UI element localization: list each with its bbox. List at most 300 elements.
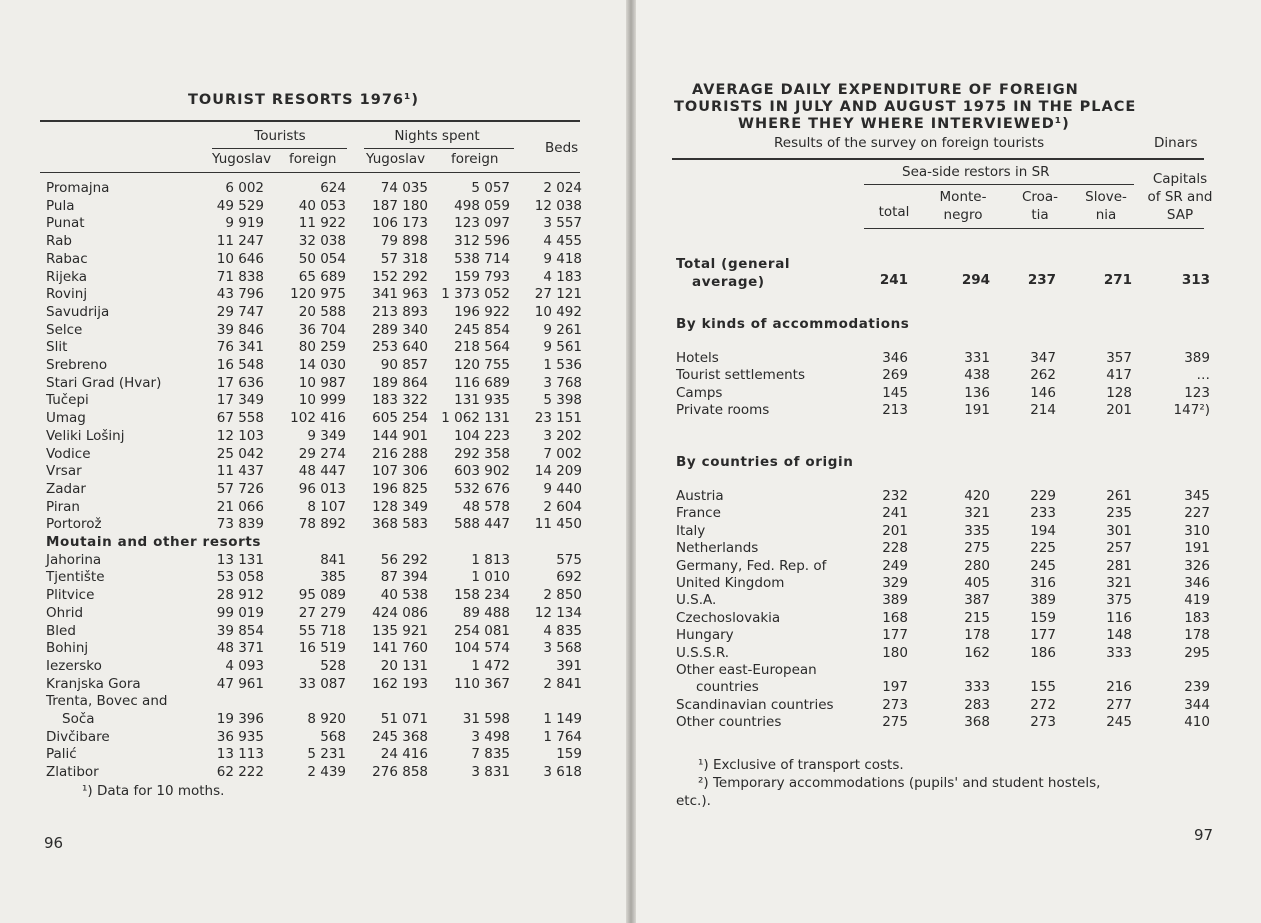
- section-heading: By countries of origin: [676, 454, 854, 470]
- resort-value: 11 437: [216, 463, 264, 480]
- resort-value: 12 103: [216, 427, 264, 444]
- resort-name: Veliki Lošinj: [46, 427, 125, 444]
- row-value: 346: [1184, 575, 1210, 591]
- row-value: 177: [1030, 627, 1056, 644]
- resort-value: 538 714: [454, 250, 510, 267]
- resort-value: 532 676: [454, 480, 510, 497]
- header-foreign-2: foreign: [451, 151, 499, 167]
- left-table-title: TOURIST RESORTS 1976¹): [188, 92, 420, 108]
- resort-value: 48 578: [462, 498, 510, 515]
- resort-value: 53 058: [216, 569, 264, 586]
- row-value: 273: [1030, 714, 1056, 731]
- resort-value: 40 053: [298, 197, 346, 214]
- resort-value: 245 854: [454, 321, 510, 338]
- row-value: 194: [1030, 522, 1056, 539]
- row-value: 331: [964, 350, 990, 366]
- resort-value: 102 416: [290, 410, 346, 427]
- resort-value: 216 288: [372, 445, 428, 462]
- resort-value: 31 598: [462, 711, 510, 727]
- resort-value: 152 292: [372, 268, 428, 285]
- footnote: ²) Temporary accommodations (pupils' and student hostels,: [698, 775, 1101, 791]
- resort-name: Jahorina: [46, 551, 102, 568]
- row-value: 178: [1184, 627, 1210, 644]
- resort-value: 43 796: [216, 286, 264, 303]
- resort-value: 74 035: [380, 180, 428, 196]
- row-value: 180: [882, 644, 908, 661]
- row-label: Hungary: [676, 627, 734, 644]
- resort-value: 7 002: [543, 445, 582, 462]
- resort-value: 87 394: [380, 569, 428, 586]
- row-value: 257: [1106, 540, 1132, 557]
- row-value: 123: [1184, 384, 1210, 401]
- resort-name: Ohrid: [46, 604, 84, 621]
- row-value: 346: [882, 350, 908, 366]
- row-value: 316: [1030, 575, 1056, 591]
- row-value: 321: [964, 505, 990, 522]
- resort-value: 9 561: [543, 339, 582, 356]
- resort-value: 245 368: [372, 728, 428, 745]
- resort-value: 162 193: [372, 675, 428, 692]
- row-value: 277: [1106, 696, 1132, 713]
- resort-value: 99 019: [216, 604, 264, 621]
- total-value: 241: [879, 272, 908, 288]
- resort-value: 624: [320, 180, 346, 196]
- resort-value: 14 209: [534, 463, 582, 480]
- row-value: 116: [1106, 609, 1132, 626]
- row-value: 147²): [1173, 402, 1210, 419]
- row-value: 345: [1184, 488, 1210, 504]
- footnote: ¹) Data for 10 moths.: [82, 782, 225, 799]
- resort-value: 692: [556, 569, 582, 586]
- resort-value: 2 439: [307, 764, 346, 781]
- resort-value: 368 583: [372, 516, 428, 533]
- resort-value: 57 318: [380, 250, 428, 267]
- row-value: 368: [964, 714, 990, 731]
- row-value: 178: [964, 627, 990, 644]
- row-value: 326: [1184, 557, 1210, 574]
- resort-value: 67 558: [216, 410, 264, 427]
- resort-name: Rab: [46, 233, 72, 250]
- row-label: Camps: [676, 384, 723, 401]
- resort-value: 16 548: [216, 357, 264, 373]
- header-slove-2: nia: [1095, 207, 1117, 223]
- row-value: 333: [1106, 644, 1132, 661]
- row-label: U.S.A.: [676, 592, 717, 609]
- header-seaside: Sea-side restors in SR: [902, 164, 1050, 180]
- row-label: Germany, Fed. Rep. of: [676, 557, 827, 574]
- resort-value: 120 755: [454, 357, 510, 373]
- resort-name: Punat: [46, 215, 85, 232]
- resort-value: 253 640: [372, 339, 428, 356]
- resort-name: Umag: [46, 410, 86, 427]
- row-value: 245: [1106, 714, 1132, 731]
- resort-value: 575: [556, 551, 582, 568]
- row-value: 235: [1106, 505, 1132, 522]
- resort-value: 2 024: [543, 180, 582, 196]
- row-value: 269: [882, 367, 908, 384]
- header-total: total: [878, 204, 910, 220]
- resort-value: 196 825: [372, 480, 428, 497]
- row-value: 335: [964, 522, 990, 539]
- resort-value: 29 747: [216, 303, 264, 320]
- resort-value: 106 173: [372, 215, 428, 232]
- total-label: average): [692, 274, 765, 290]
- left-page: [0, 0, 626, 923]
- header-croa-2: tia: [1031, 207, 1049, 223]
- resort-value: 39 854: [216, 622, 264, 639]
- resort-value: 21 066: [216, 498, 264, 515]
- resort-name: Trenta, Bovec and: [46, 693, 168, 710]
- resort-value: 110 367: [454, 675, 510, 692]
- header-beds: Beds: [545, 140, 579, 156]
- resort-name: Tjentište: [46, 569, 105, 586]
- resort-value: 49 529: [216, 197, 264, 214]
- total-value: 237: [1027, 272, 1056, 288]
- row-label: Other east-European: [676, 662, 817, 678]
- resort-value: 10 999: [298, 392, 346, 409]
- row-label: U.S.S.R.: [676, 644, 730, 661]
- resort-value: 183 322: [372, 392, 428, 409]
- resort-value: 159 793: [454, 268, 510, 285]
- resort-value: 213 893: [372, 303, 428, 320]
- resort-value: 2 604: [543, 498, 582, 515]
- resort-name: Rijeka: [46, 268, 88, 285]
- resort-value: 28 912: [216, 587, 264, 604]
- resort-value: 40 538: [380, 587, 428, 604]
- section-heading: Moutain and other resorts: [46, 534, 262, 550]
- resort-value: 11 247: [216, 233, 264, 250]
- row-label: Italy: [676, 522, 706, 539]
- resort-value: 603 902: [454, 463, 510, 480]
- resort-value: 62 222: [216, 764, 264, 781]
- resort-value: 424 086: [372, 604, 428, 621]
- resort-value: 36 935: [216, 728, 264, 745]
- resort-value: 1 764: [543, 728, 582, 745]
- header-slove-1: Slove-: [1085, 189, 1127, 205]
- resort-value: 16 519: [298, 640, 346, 657]
- resort-value: 47 961: [216, 675, 264, 692]
- row-value: 227: [1184, 505, 1210, 522]
- resort-value: 4 455: [543, 233, 582, 250]
- resort-name: Zlatibor: [46, 764, 99, 781]
- resort-value: 90 857: [380, 357, 428, 373]
- resort-value: 17 636: [216, 374, 264, 391]
- resort-value: 24 416: [380, 746, 428, 763]
- resort-value: 131 935: [454, 392, 510, 409]
- row-label: Private rooms: [676, 402, 770, 419]
- header-tourists: Tourists: [254, 128, 306, 144]
- resort-value: 218 564: [454, 339, 510, 356]
- resort-name: Pula: [46, 197, 75, 214]
- row-value: 191: [964, 402, 990, 419]
- resort-value: 4 835: [543, 622, 582, 639]
- header-yugoslav-2: Yugoslav: [366, 151, 426, 167]
- resort-value: 51 071: [380, 711, 428, 727]
- header-capitals-3: SAP: [1166, 207, 1194, 223]
- resort-value: 159: [556, 746, 582, 763]
- resort-value: 1 062 131: [441, 410, 510, 427]
- resort-value: 605 254: [372, 410, 428, 427]
- resort-value: 158 234: [454, 587, 510, 604]
- resort-value: 3 557: [543, 215, 582, 232]
- resort-value: 50 054: [298, 250, 346, 267]
- row-value: 225: [1030, 540, 1056, 557]
- resort-value: 6 002: [225, 180, 264, 196]
- resort-value: 12 134: [534, 604, 582, 621]
- resort-name: Soča: [62, 711, 95, 727]
- resort-value: 20 131: [380, 657, 428, 674]
- resort-value: 135 921: [372, 622, 428, 639]
- resort-value: 292 358: [454, 445, 510, 462]
- resort-value: 11 922: [298, 215, 346, 232]
- resort-value: 9 349: [307, 427, 346, 444]
- resort-value: 20 588: [298, 303, 346, 320]
- resort-value: 123 097: [454, 215, 510, 232]
- resort-value: 76 341: [216, 339, 264, 356]
- footnote: ¹) Exclusive of transport costs.: [698, 757, 904, 773]
- row-label: Netherlands: [676, 540, 759, 557]
- resort-value: 80 259: [298, 339, 346, 356]
- resort-value: 3 618: [543, 764, 582, 781]
- nights-rule: [364, 148, 514, 149]
- resort-value: 48 447: [298, 463, 346, 480]
- row-value: 281: [1106, 557, 1132, 574]
- row-value: 272: [1030, 696, 1056, 713]
- resort-value: 841: [320, 551, 346, 568]
- resort-value: 588 447: [454, 516, 510, 533]
- resort-value: 12 038: [534, 197, 582, 214]
- resort-value: 14 030: [298, 357, 346, 373]
- resort-value: 29 274: [298, 445, 346, 462]
- total-value: 271: [1103, 272, 1132, 288]
- row-value: 241: [882, 505, 908, 522]
- section-heading: By kinds of accommodations: [676, 316, 910, 332]
- row-value: 295: [1184, 644, 1210, 661]
- row-label: France: [676, 505, 721, 522]
- row-value: 213: [882, 402, 908, 419]
- row-value: 389: [1184, 350, 1210, 366]
- row-label: Czechoslovakia: [676, 609, 781, 626]
- resort-value: 48 371: [216, 640, 264, 657]
- resort-name: Kranjska Gora: [46, 675, 141, 692]
- resort-value: 27 279: [298, 604, 346, 621]
- row-value: 197: [882, 679, 908, 696]
- resort-value: 10 646: [216, 250, 264, 267]
- resort-value: 1 149: [543, 711, 582, 727]
- resort-value: 341 963: [372, 286, 428, 303]
- resort-value: 8 107: [307, 498, 346, 515]
- resort-value: 89 488: [462, 604, 510, 621]
- resort-value: 9 919: [225, 215, 264, 232]
- total-value: 313: [1181, 272, 1210, 288]
- row-value: …: [1196, 367, 1210, 384]
- resort-value: 7 835: [471, 746, 510, 763]
- row-value: 216: [1106, 679, 1132, 696]
- row-value: 168: [882, 609, 908, 626]
- right-subtitle: Results of the survey on foreign tourists: [774, 135, 1045, 151]
- left-page-number: 96: [44, 834, 64, 852]
- resort-value: 56 292: [380, 551, 428, 568]
- resort-value: 57 726: [216, 480, 264, 497]
- resort-value: 120 975: [290, 286, 346, 303]
- row-value: 245: [1030, 557, 1056, 574]
- resort-name: Bohinj: [46, 640, 89, 657]
- row-value: 214: [1030, 402, 1056, 419]
- resort-value: 10 987: [298, 374, 346, 391]
- row-value: 145: [882, 384, 908, 401]
- resort-value: 2 841: [543, 675, 582, 692]
- resort-value: 1 813: [471, 551, 510, 568]
- row-value: 146: [1030, 384, 1056, 401]
- resort-value: 13 131: [216, 551, 264, 568]
- row-label: Scandinavian countries: [676, 696, 834, 713]
- row-value: 405: [964, 575, 990, 591]
- row-value: 438: [964, 367, 990, 384]
- resort-value: 79 898: [380, 233, 428, 250]
- right-title-line-1: AVERAGE DAILY EXPENDITURE OF FOREIGN: [692, 82, 1079, 98]
- resort-value: 9 440: [543, 480, 582, 497]
- resort-name: Piran: [46, 498, 80, 515]
- row-value: 301: [1106, 522, 1132, 539]
- resort-value: 36 704: [298, 321, 346, 338]
- row-value: 310: [1184, 522, 1210, 539]
- resort-value: 5 231: [307, 746, 346, 763]
- resort-name: Vrsar: [46, 463, 82, 480]
- seaside-rule: [864, 184, 1134, 185]
- row-value: 262: [1030, 367, 1056, 384]
- row-value: 128: [1106, 384, 1132, 401]
- resort-value: 5 057: [471, 180, 510, 196]
- resort-value: 189 864: [372, 374, 428, 391]
- row-label: countries: [696, 679, 759, 696]
- resort-name: Iezersko: [46, 657, 102, 674]
- header-croa-1: Croa-: [1021, 189, 1059, 205]
- row-label: Hotels: [676, 350, 719, 366]
- gutter: [626, 0, 636, 923]
- row-value: 387: [964, 592, 990, 609]
- title-rule: [40, 120, 580, 122]
- row-value: 159: [1030, 609, 1056, 626]
- resort-value: 104 223: [454, 427, 510, 444]
- resort-value: 11 450: [534, 516, 582, 533]
- resort-value: 116 689: [454, 374, 510, 391]
- row-label: United Kingdom: [676, 575, 785, 591]
- resort-name: Portorož: [46, 516, 102, 533]
- right-page: [636, 0, 1261, 923]
- row-value: 419: [1184, 592, 1210, 609]
- footnote: etc.).: [676, 793, 711, 809]
- resort-value: 78 892: [298, 516, 346, 533]
- resort-value: 4 093: [225, 657, 264, 674]
- row-label: Other countries: [676, 714, 782, 731]
- resort-value: 96 013: [298, 480, 346, 497]
- resort-value: 27 121: [534, 286, 582, 303]
- header-nights: Nights spent: [394, 128, 480, 144]
- resort-name: Srebreno: [46, 357, 108, 373]
- row-value: 273: [882, 696, 908, 713]
- resort-value: 5 398: [543, 392, 582, 409]
- row-value: 239: [1184, 679, 1210, 696]
- row-value: 183: [1184, 609, 1210, 626]
- row-value: 344: [1184, 696, 1210, 713]
- right-header-rule: [864, 228, 1204, 229]
- row-value: 155: [1030, 679, 1056, 696]
- resort-value: 8 920: [307, 711, 346, 727]
- row-value: 329: [882, 575, 908, 591]
- row-value: 186: [1030, 644, 1056, 661]
- resort-value: 32 038: [298, 233, 346, 250]
- resort-value: 254 081: [454, 622, 510, 639]
- row-value: 233: [1030, 505, 1056, 522]
- resort-value: 276 858: [372, 764, 428, 781]
- row-value: 215: [964, 609, 990, 626]
- row-label: Austria: [676, 488, 724, 504]
- resort-value: 568: [320, 728, 346, 745]
- resort-name: Plitvice: [46, 587, 95, 604]
- resort-value: 2 850: [543, 587, 582, 604]
- resort-value: 13 113: [216, 746, 264, 763]
- row-value: 417: [1106, 367, 1132, 384]
- resort-value: 23 151: [534, 410, 582, 427]
- right-unit: Dinars: [1154, 135, 1198, 151]
- resort-value: 9 418: [543, 250, 582, 267]
- resort-value: 528: [320, 657, 346, 674]
- header-capitals: Capitals: [1152, 171, 1208, 187]
- right-title-line-2: TOURISTS IN JULY AND AUGUST 1975 IN THE PLACE: [674, 99, 1137, 115]
- resort-name: Vodice: [46, 445, 91, 462]
- resort-value: 73 839: [216, 516, 264, 533]
- resort-value: 3 768: [543, 374, 582, 391]
- resort-value: 3 202: [543, 427, 582, 444]
- row-value: 283: [964, 696, 990, 713]
- row-value: 201: [882, 522, 908, 539]
- resort-value: 1 536: [543, 357, 582, 373]
- resort-value: 128 349: [372, 498, 428, 515]
- resort-name: Divčibare: [46, 728, 110, 745]
- header-foreign-1: foreign: [289, 151, 337, 167]
- header-rule: [40, 172, 580, 173]
- header-yugoslav-1: Yugoslav: [212, 151, 272, 167]
- resort-value: 55 718: [298, 622, 346, 639]
- row-value: 333: [964, 679, 990, 696]
- right-page-number: 97: [1194, 826, 1214, 844]
- row-value: 389: [1030, 592, 1056, 609]
- total-value: 294: [961, 272, 990, 288]
- row-value: 410: [1184, 714, 1210, 731]
- right-title-rule: [672, 158, 1204, 160]
- right-title-line-3: WHERE THEY WHERE INTERVIEWED¹): [738, 116, 1070, 132]
- resort-value: 144 901: [372, 427, 428, 444]
- resort-value: 196 922: [454, 303, 510, 320]
- resort-value: 187 180: [372, 197, 428, 214]
- resort-name: Rabac: [46, 250, 88, 267]
- row-label: Tourist settlements: [676, 367, 806, 384]
- resort-name: Promajna: [46, 180, 110, 196]
- tourists-rule: [212, 148, 347, 149]
- row-value: 261: [1106, 488, 1132, 504]
- resort-value: 391: [556, 657, 582, 674]
- resort-value: 71 838: [216, 268, 264, 285]
- resort-value: 1 472: [471, 657, 510, 674]
- row-value: 229: [1030, 488, 1056, 504]
- row-value: 375: [1106, 592, 1132, 609]
- header-monte-1: Monte-: [939, 189, 987, 205]
- resort-value: 17 349: [216, 392, 264, 409]
- resort-name: Savudrija: [46, 303, 110, 320]
- resort-value: 9 261: [543, 321, 582, 338]
- resort-value: 312 596: [454, 233, 510, 250]
- resort-value: 19 396: [216, 711, 264, 727]
